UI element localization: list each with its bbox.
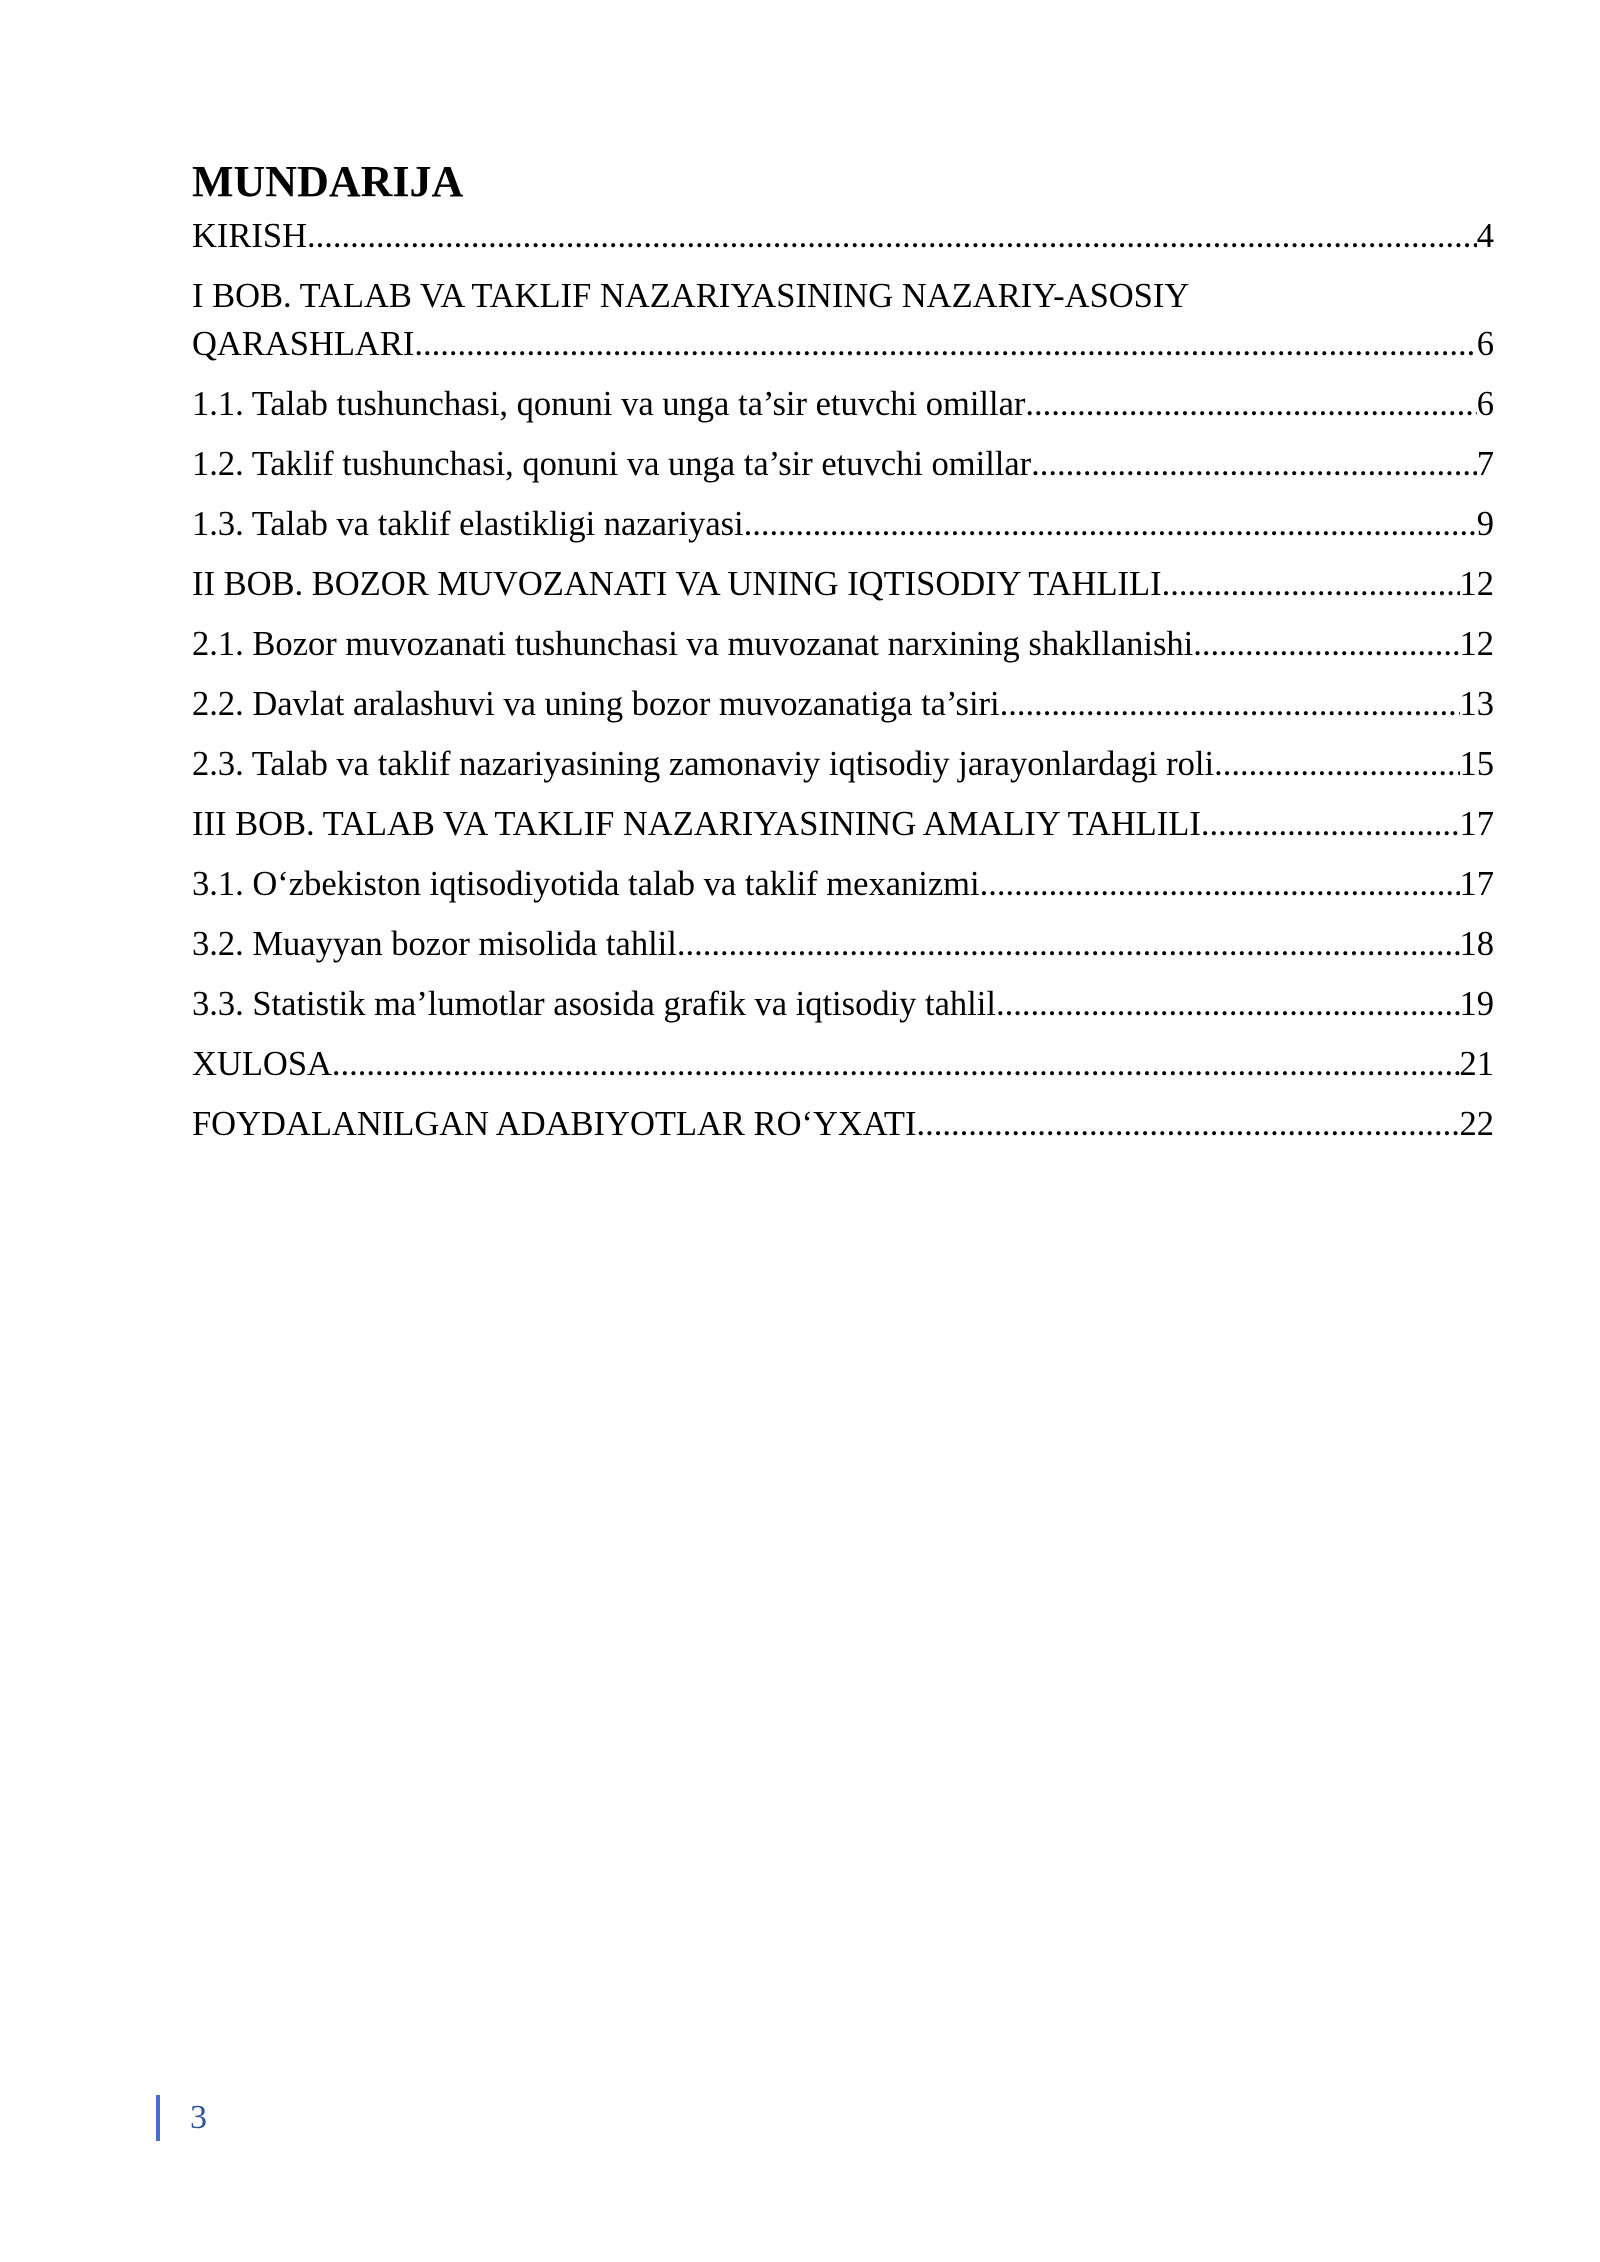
- page-number: 3: [190, 2099, 207, 2136]
- toc-leader-dots: [1162, 560, 1460, 608]
- toc-entry-title: II BOB. BOZOR MUVOZANATI VA UNING IQTISODIY TAHLILI: [192, 565, 1162, 603]
- footer-accent-bar: [156, 2095, 160, 2141]
- toc-entry-title: 3.2. Muayyan bozor misolida tahlil: [192, 925, 677, 963]
- toc-entry-1-2[interactable]: [192, 440, 1494, 488]
- toc-entry-page: 21: [1459, 1045, 1494, 1083]
- toc-entry-title: 1.3. Talab va taklif elastikligi nazariyasi: [192, 505, 744, 543]
- toc-leader-dots: [744, 500, 1477, 548]
- toc-entry-3-3[interactable]: [192, 980, 1494, 1028]
- toc-entry-title-line1: I BOB. TALAB VA TAKLIF NAZARIYASINING NAZARIY-ASOSIY: [192, 277, 1190, 315]
- toc-entry-2-1[interactable]: [192, 620, 1494, 668]
- toc-entry-page: 6: [1476, 325, 1494, 363]
- toc-entry-page: 4: [1476, 217, 1494, 255]
- toc-entry-title: FOYDALANILGAN ADABIYOTLAR RO‘YXATI: [192, 1105, 917, 1143]
- toc-leader-dots: [916, 1100, 1459, 1148]
- toc-entry-title: KIRISH: [192, 217, 308, 255]
- toc-leader-dots: [1214, 740, 1459, 788]
- toc-entry-page: 12: [1459, 565, 1494, 603]
- toc-entry-page: 9: [1476, 505, 1494, 543]
- toc-entry-title: 1.2. Taklif tushunchasi, qonuni va unga ta’sir etuvchi omillar: [192, 445, 1032, 483]
- toc-entry-page: 13: [1459, 685, 1494, 723]
- toc-entry-page: 17: [1459, 805, 1494, 843]
- toc-entry-title: 2.2. Davlat aralashuvi va uning bozor muvozanatiga ta’siri: [192, 685, 1000, 723]
- toc-entry-3-1[interactable]: [192, 860, 1494, 908]
- toc-leader-dots: [980, 860, 1460, 908]
- toc-entry-2-3[interactable]: [192, 740, 1494, 788]
- toc-leader-dots: [307, 212, 1477, 260]
- toc-leader-dots: [1000, 680, 1460, 728]
- toc-entry-1-1[interactable]: [192, 380, 1494, 428]
- table-of-contents: [192, 156, 1494, 1160]
- toc-entry-kirish[interactable]: [192, 212, 1494, 260]
- toc-list: [192, 212, 1494, 1148]
- toc-entry-xulosa[interactable]: [192, 1040, 1494, 1088]
- toc-entry-title: 2.3. Talab va taklif nazariyasining zamonaviy iqtisodiy jarayonlardagi roli: [192, 745, 1215, 783]
- toc-entry-page: 15: [1459, 745, 1494, 783]
- toc-leader-dots: [414, 320, 1476, 368]
- toc-entry-2-2[interactable]: [192, 680, 1494, 728]
- toc-entry-title: 3.1. O‘zbekiston iqtisodiyotida talab va taklif mexanizmi: [192, 865, 980, 903]
- toc-entry-title: 1.1. Talab tushunchasi, qonuni va unga ta’sir etuvchi omillar: [192, 385, 1026, 423]
- toc-entry-title-line2: QARASHLARI: [192, 325, 415, 363]
- toc-leader-dots: [1025, 380, 1476, 428]
- toc-leader-dots: [1201, 800, 1460, 848]
- toc-entry-page: 22: [1459, 1105, 1494, 1143]
- toc-entry-title: III BOB. TALAB VA TAKLIF NAZARIYASINING AMALIY TAHLILI: [192, 805, 1201, 843]
- toc-entry-title: XULOSA: [192, 1045, 332, 1083]
- toc-entry-page: 17: [1459, 865, 1494, 903]
- toc-leader-dots: [1031, 440, 1477, 488]
- toc-entry-chapter-3[interactable]: [192, 800, 1494, 848]
- toc-entry-bibliography[interactable]: [192, 1100, 1494, 1148]
- page-footer: [156, 2094, 207, 2142]
- toc-entry-chapter-1[interactable]: [192, 272, 1494, 368]
- toc-entry-title: 3.3. Statistik ma’lumotlar asosida grafik va iqtisodiy tahlil: [192, 985, 996, 1023]
- toc-entry-page: 6: [1476, 385, 1494, 423]
- toc-entry-1-3[interactable]: [192, 500, 1494, 548]
- toc-leader-dots: [1193, 620, 1459, 668]
- toc-entry-chapter-2[interactable]: [192, 560, 1494, 608]
- toc-entry-title: 2.1. Bozor muvozanati tushunchasi va muvozanat narxining shakllanishi: [192, 625, 1194, 663]
- toc-entry-3-2[interactable]: [192, 920, 1494, 968]
- toc-leader-dots: [996, 980, 1460, 1028]
- toc-entry-page: 7: [1476, 445, 1494, 483]
- toc-leader-dots: [677, 920, 1460, 968]
- toc-entry-page: 19: [1459, 985, 1494, 1023]
- toc-entry-page: 18: [1459, 925, 1494, 963]
- toc-heading: MUNDARIJA: [192, 157, 464, 206]
- toc-leader-dots: [332, 1040, 1460, 1088]
- toc-entry-page: 12: [1459, 625, 1494, 663]
